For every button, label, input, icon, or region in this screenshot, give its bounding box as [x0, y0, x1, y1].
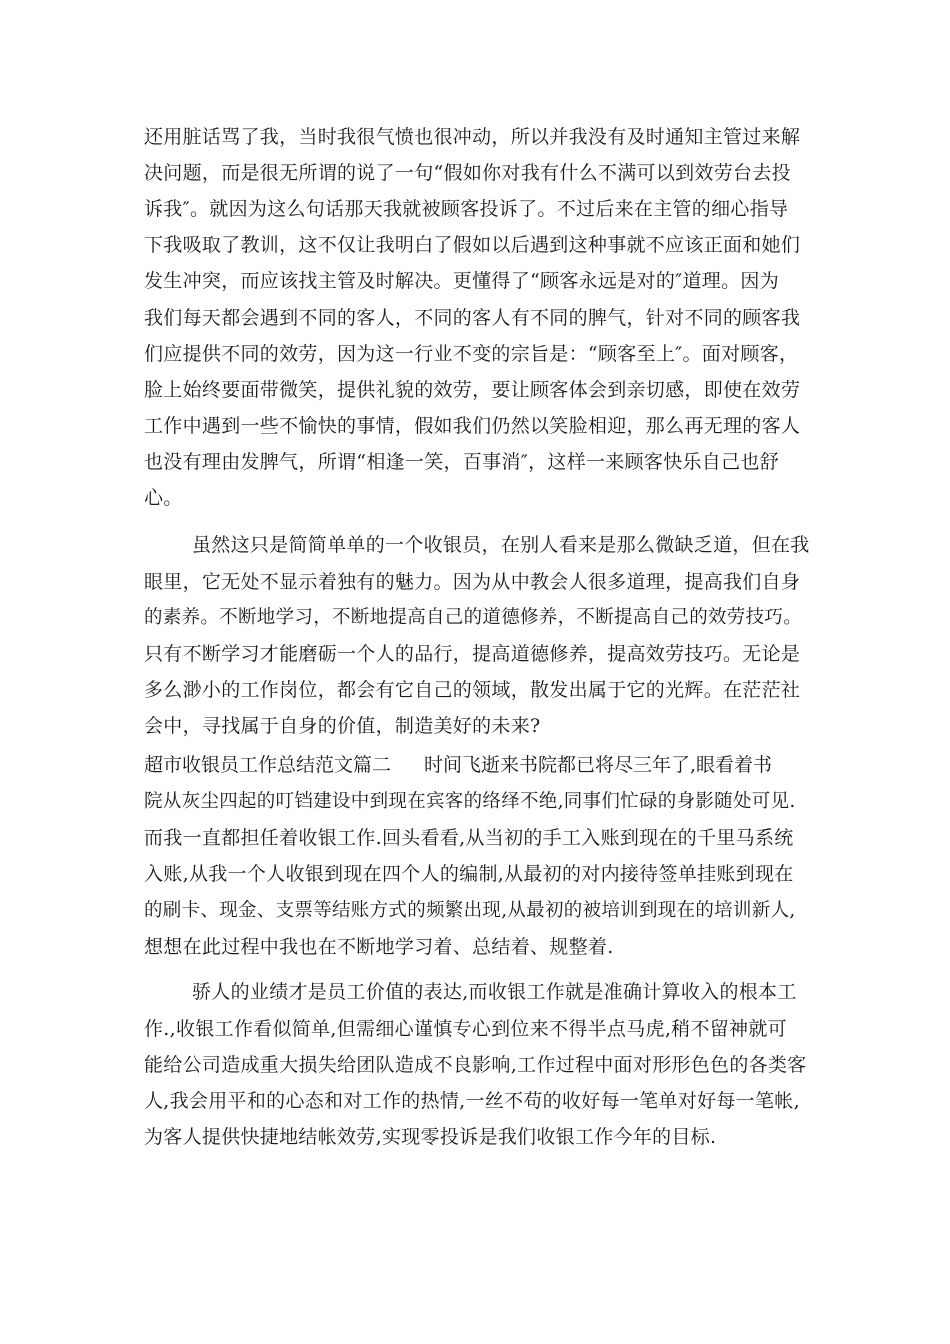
paragraph2-line: 多么渺小的工作岗位，都会有它自己的领域，散发出属于它的光辉。在茫茫社: [144, 679, 801, 701]
paragraph2-line: 会中，寻找属于自身的价值，制造美好的未来?: [144, 715, 541, 737]
paragraph1-line: 决问题，而是很无所谓的说了一句“假如你对我有什么不满可以到效劳台去投: [144, 162, 791, 184]
paragraph4-line: 为客人提供快捷地结帐效劳,实现零投诉是我们收银工作今年的目标.: [144, 1126, 717, 1148]
paragraph1-line: 我们每天都会遇到不同的客人，不同的客人有不同的脾气，针对不同的顾客我: [144, 307, 801, 329]
paragraph2-line: 眼里，它无处不显示着独有的魅力。因为从中教会人很多道理，提高我们自身: [144, 571, 801, 593]
paragraph4-line: 人,我会用平和的心态和对工作的热情,一丝不苟的收好每一笔单对好每一笔帐,: [144, 1090, 800, 1112]
paragraph1-line: 工作中遇到一些不愉快的事情，假如我们仍然以笑脸相迎，那么再无理的客人: [144, 415, 801, 437]
paragraph1-line: 诉我″。就因为这么句话那天我就被顾客投诉了。不过后来在主管的细心指导: [144, 198, 789, 220]
section2-line: 而我一直都担任着收银工作.回头看看,从当初的手工入账到现在的千里马系统: [144, 827, 794, 849]
paragraph4-line: 能给公司造成重大损失给团队造成不良影响,工作过程中面对形形色色的各类客: [144, 1054, 807, 1076]
paragraph4-line: 骄人的业绩才是员工价值的表达,而收银工作就是准确计算收入的根本工: [192, 981, 797, 1003]
paragraph2-line: 只有不断学习才能磨砺一个人的品行，提高道德修养，提高效劳技巧。无论是: [144, 643, 801, 665]
paragraph1-line: 还用脏话骂了我，当时我很气愤也很冲动，所以并我没有及时通知主管过来解: [144, 126, 801, 148]
paragraph1-line: 也没有理由发脾气，所谓“相逢一笑，百事消″，这样一来顾客快乐自己也舒: [144, 451, 780, 473]
paragraph1-line: 们应提供不同的效劳，因为这一行业不变的宗旨是：“顾客至上″。面对顾客，: [144, 343, 799, 365]
paragraph4-line: 作.,收银工作看似简单,但需细心谨慎专心到位来不得半点马虎,稍不留神就可: [144, 1018, 787, 1040]
section2-first-line: 时间飞逝来书院都已将尽三年了,眼看着书: [424, 754, 773, 776]
section2-heading-line: [144, 753, 772, 777]
paragraph1-line: 发生冲突，而应该找主管及时解决。更懂得了“顾客永远是对的″道理。因为: [144, 270, 780, 292]
paragraph2-line: 虽然这只是简简单单的一个收银员，在别人看来是那么微缺乏道，但在我: [192, 534, 810, 556]
section2-line: 入账,从我一个人收银到现在四个人的编制,从最初的对内接待签单挂账到现在: [144, 863, 794, 885]
paragraph1-line: 脸上始终要面带微笑，提供礼貌的效劳，要让顾客体会到亲切感，即使在效劳: [144, 379, 801, 401]
section2-line: 的刷卡、现金、支票等结账方式的频繁出现,从最初的被培训到现在的培训新人,: [144, 900, 796, 921]
section2-title: 超市收银员工作总结范文篇二: [144, 754, 392, 776]
section2-line: 想想在此过程中我也在不断地学习着、总结着、规整着.: [144, 936, 614, 958]
paragraph1-line: 心。: [144, 487, 183, 509]
paragraph2-line: 的素养。不断地学习，不断地提高自己的道德修养，不断提高自己的效劳技巧。: [144, 607, 803, 628]
paragraph1-line: 下我吸取了教训，这不仅让我明白了假如以后遇到这种事就不应该正面和她们: [144, 234, 801, 256]
section2-line: 院从灰尘四起的叮铛建设中到现在宾客的络绎不绝,同事们忙碌的身影随处可见.: [144, 791, 796, 812]
